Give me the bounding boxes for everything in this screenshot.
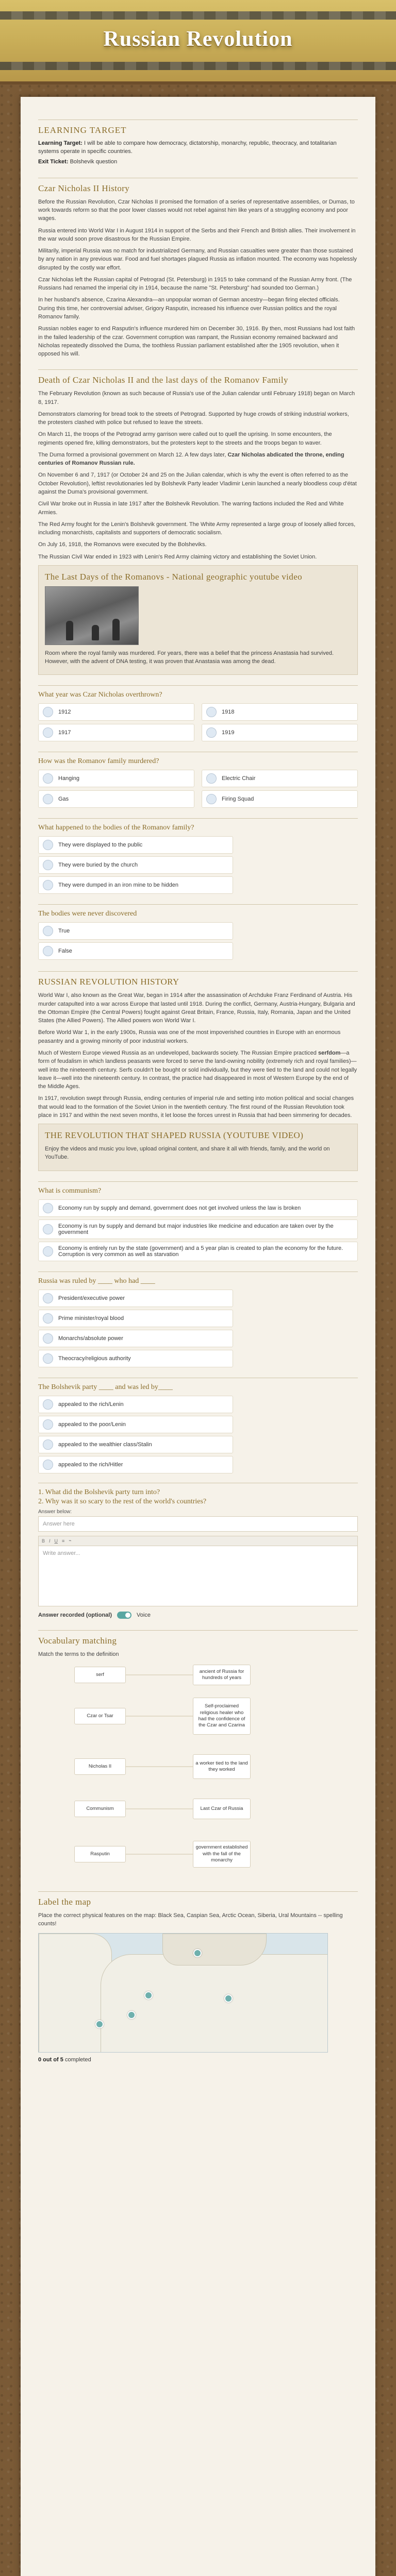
option-label: appealed to the rich/Lenin [58,1401,124,1408]
exit-ticket-text: Bolshevik question [70,158,118,165]
history-heading: Czar Nicholas II History [38,178,358,194]
recorder-label: Answer recorded (optional) [38,1612,112,1618]
question-communism-options [38,1199,358,1261]
death-paragraph: The Russian Civil War ended in 1923 with Lenin's Red Army claiming victory and establishing the Soviet Union. [38,553,317,560]
radio-button[interactable] [43,707,53,717]
voice-label: Voice [137,1612,151,1618]
answer-option[interactable] [38,1290,233,1307]
question-ruled-title: Russia was ruled by ____ who had ____ [38,1272,358,1285]
option-label: True [58,928,70,935]
answer-option[interactable] [38,1219,358,1239]
radio-button[interactable] [206,727,217,738]
radio-button[interactable] [43,1333,53,1344]
banner-stripe-top [0,11,396,20]
radio-button[interactable] [43,1246,53,1257]
radio-button[interactable] [43,1439,53,1450]
exit-ticket-label: Exit Ticket: [38,158,69,165]
vocab-definition-card[interactable]: ancient of Russia for hundreds of years [193,1665,251,1685]
death-paragraph: The Red Army fought for the Lenin's Bolshevik government. The White Army represented a large group of loosely allied forces, including monarchists, capitalists and supporters of democratic socialism. [38,521,356,536]
radio-button[interactable] [43,1419,53,1430]
death-paragraph: On July 16, 1918, the Romanovs were executed by the Bolsheviks. [38,541,207,548]
answer-option[interactable] [38,856,233,874]
radio-button[interactable] [43,1293,53,1303]
vocab-definition-card[interactable]: government established with the fall of the monarchy [193,1841,251,1868]
option-label: Economy is entirely run by the state (government) and a 5 year plan is created to plan the economy for the future. Corruption is very common as well as starvation [58,1245,343,1258]
radio-button[interactable] [43,1399,53,1410]
video-heading-revolution[interactable]: THE REVOLUTION THAT SHAPED RUSSIA (YOUTUBE VIDEO) [45,1130,304,1141]
emphasis-text: serfdom [318,1049,341,1056]
radio-button[interactable] [43,727,53,738]
answer-option[interactable] [38,1436,233,1453]
option-label: appealed to the poor/Lenin [58,1421,126,1428]
map-land [101,1954,328,2053]
answer-option[interactable] [38,790,194,808]
radio-button[interactable] [43,1353,53,1364]
learning-target-label: Learning Target: [38,140,82,146]
page-title: Russian Revolution [103,27,293,51]
radio-button[interactable] [43,926,53,936]
history-paragraph: Czar Nicholas left the Russian capital of Petrograd (St. Petersburg) in 1915 to take command of the Russian Army front. (The Russians had renamed the imperial city in 1914, because the name "St. Petersburg" had sounded too German.) [38,276,352,292]
radio-button[interactable] [43,1313,53,1324]
emphasis-text: Czar Nicholas abdicated the throne, ending centuries of Romanov Russian rule. [38,451,344,467]
vocab-instructions: Match the terms to the definition [38,1651,119,1657]
revolution-paragraph: Before World War 1, in the early 1900s, Russia was one of the most impoverished countries in Europe with an enormous peasantry and a growing minority of poor industrial workers. [38,1029,341,1044]
long-answer-input[interactable]: Write answer... [38,1546,358,1606]
question-bolshevik-options [38,1396,358,1473]
option-label: Electric Chair [222,775,256,782]
option-label: 1917 [58,730,71,736]
history-paragraph: Russia entered into World War I in August 1914 in support of the Serbs and their French and British allies. Their involvement in the war would soon prove disastrous for the Russian Empire. [38,227,356,242]
radio-button[interactable] [43,840,53,850]
death-paragraph: On November 6 and 7, 1917 (or October 24 and 25 on the Julian calendar, which is why the event is often referred to as the October Revolution), leftist revolutionaries led by Bolshevik Party leader Vladimir Lenin launched a nearly bloodless coup d'état against the Duma's provisional government. [38,472,357,495]
history-paragraph: In her husband's absence, Czarina Alexandra—an unpopular woman of German ancestry—began firing elected officials. During this time, her controversial adviser, Grigory Rasputin, increased his influence over Russian politics and the royal Romanov family. [38,297,340,320]
video-block-revolution [38,1124,358,1171]
option-label: 1912 [58,709,71,716]
question-year-title: What year was Czar Nicholas overthrown? [38,685,358,699]
revolution-paragraph: World War I, also known as the Great War, began in 1914 after the assassination of Archduke Franz Ferdinand of Austria. His murder catapulted into a war across Europe that lasted until 1918. During the conflict, Germany, Austria-Hungary, Bulgaria and the Ottoman Empire (the Central Powers) fought against Great Britain, France, Russia, Italy, Romania, Japan and the United States (the Allied Powers). The Allied powers won World War I. [38,992,355,1024]
vocab-definition-card[interactable]: Last Czar of Russia [193,1799,251,1819]
map-score-suffix: completed [64,2057,91,2063]
video-caption: Enjoy the videos and music you love, upload original content, and share it all with friends, family, and the world on YouTube. [45,1146,330,1161]
history-paragraph: Militarily, imperial Russia was no match for industrialized Germany, and Russian casualties were greater than those sustained by any nation in any previous war. Food and fuel shortages plagued Russia as inflation mounted. The economy was hopelessly disrupted by the costly war effort. [38,248,357,271]
banner-stripe-bottom [0,62,396,70]
map-land [162,1934,267,1965]
answer-option[interactable] [38,1310,233,1327]
option-label: Prime minister/royal blood [58,1315,124,1321]
death-paragraph: The Duma formed a provisional government on March 12. A few days later, Czar Nicholas abdicated the throne, ending centuries of Romanov Russian rule. [38,451,344,467]
radio-button[interactable] [43,1203,53,1213]
death-paragraph: The February Revolution (known as such because of Russia's use of the Julian calendar until February 1918) began on March 8, 1917. [38,391,355,405]
option-label: appealed to the rich/Hitler [58,1461,123,1468]
answer-option[interactable] [38,1350,233,1367]
revolution-paragraph: Much of Western Europe viewed Russia as an undeveloped, backwards society. The Russian Empire practiced serfdom—a form of feudalism in which landless peasants were forced to serve the land-owning nobility (extremely rich and royal families)—well into the nineteenth century. Serfs couldn't be bought or sold individually, but they were tied to the land and could not legally leave it—well into the nineteenth century. In contrast, the practice had disappeared in most of Western Europe by the end of the Middle Ages. [38,1049,357,1090]
vocab-term-card[interactable]: Czar or Tsar [74,1708,126,1724]
option-label: President/executive power [58,1295,125,1301]
question-bolshevik-title: The Bolshevik party ____ and was led by____ [38,1378,358,1392]
photo-figure [92,625,99,640]
revolution-paragraph: In 1917, revolution swept through Russia, ending centuries of imperial rule and setting into motion political and social changes that would lead to the formation of the Soviet Union in the twentieth century. The first round of the Russian Revolution took place in 1917 and within the next seven months, it let loose the forces unrest in Russia that had been simmering for decades. [38,1095,354,1118]
question-discovered-options [38,922,358,960]
option-label: They were displayed to the public [58,842,143,849]
map-heading: Label the map [38,1891,358,1907]
russia-map [38,1933,328,2053]
question-scary-title: 2. Why was it so scary to the rest of the world's countries? [38,1497,207,1505]
death-paragraph: Civil War broke out in Russia in late 1917 after the Bolshevik Revolution. The warring factions included the Red and White Armies. [38,501,344,516]
learning-target-text: I will be able to compare how democracy, dictatorship, monarchy, republic, theocracy, and totalitarian systems operate in specific countries. [38,140,337,155]
radio-button[interactable] [206,794,217,804]
answer-recorder [38,1612,358,1619]
answer-option[interactable] [38,770,194,787]
learning-target-heading: LEARNING TARGET [38,120,358,135]
vocab-term-card[interactable]: Communism [74,1801,126,1817]
question-communism-title: What is communism? [38,1181,358,1195]
romanov-room-photo [45,586,139,645]
option-label: They were dumped in an iron mine to be hidden [58,882,178,889]
death-paragraph: On March 11, the troops of the Petrograd army garrison were called out to quell the uprising. In some encounters, the regiments opened fire, killing demonstrators, but the protesters kept to the streets and the troops began to waver. [38,431,332,446]
title-banner [0,0,396,84]
answer-option[interactable] [202,770,358,787]
option-label: 1918 [222,709,235,716]
radio-button[interactable] [43,1460,53,1470]
short-answer-input[interactable]: Answer here [38,1516,358,1532]
death-paragraph: Demonstrators clamoring for bread took to the streets of Petrograd. Supported by huge crowds of striking industrial workers, the protesters clashed with police but refused to leave the streets. [38,411,349,426]
option-label: Theocracy/religious authority [58,1355,131,1362]
radio-button[interactable] [43,773,53,784]
voice-toggle[interactable] [117,1612,131,1619]
history-paragraph: Russian nobles eager to end Rasputin's influence murdered him on December 30, 1916. By then, most Russians had lost faith in the failed leadership of the czar. Government corruption was rampant, the Russian economy remained backward and Nicholas repeatedly dissolved the Duma, the toothless Russian parliament established after the 1905 revolution, when it opposed his will. [38,326,355,358]
answer-option[interactable] [38,724,194,741]
question-murder-title: How was the Romanov family murdered? [38,752,358,766]
question-discovered-title: The bodies were never discovered [38,904,358,918]
option-label: appealed to the wealthier class/Stalin [58,1441,152,1448]
worksheet [21,97,375,2576]
question-year-options [38,703,358,741]
question-murder-options [38,770,358,808]
option-label: Gas [58,796,69,803]
vocab-term-card[interactable]: Nicholas II [74,1758,126,1775]
photo-figure [112,619,120,640]
photo-figure [66,621,73,640]
answer-option[interactable] [202,703,358,721]
vocab-heading: Vocabulary matching [38,1630,358,1646]
answer-option[interactable] [38,922,233,940]
video-block-romanovs [38,565,358,675]
list-icon[interactable]: ≡ [62,1538,65,1544]
radio-button[interactable] [43,880,53,890]
answer-option[interactable] [38,1330,233,1347]
learning-target-line [38,140,358,156]
option-label: False [58,948,72,955]
option-label: Hanging [58,775,79,782]
answer-option[interactable] [38,836,233,854]
italic-icon[interactable]: I [49,1538,51,1544]
radio-button[interactable] [206,707,217,717]
option-label: Economy is run by supply and demand but major industries like medicine and education are taken over by the government [58,1223,334,1235]
vocab-term-card[interactable]: Rasputin [74,1846,126,1862]
radio-button[interactable] [206,773,217,784]
map-score-value: 0 out of 5 [38,2057,63,2063]
radio-button[interactable] [43,794,53,804]
vocab-matching-area [38,1664,358,1880]
map-instructions: Place the correct physical features on the map: Black Sea, Caspian Sea, Arctic Ocean, Siberia, Ural Mountains -- spelling counts! [38,1912,343,1927]
radio-button[interactable] [43,860,53,870]
answer-option[interactable] [38,1416,233,1433]
answer-option[interactable] [202,724,358,741]
question-bodies-options [38,836,358,894]
editor-toolbar [38,1536,358,1546]
vocab-term-card[interactable]: serf [74,1667,126,1683]
radio-button[interactable] [43,946,53,956]
revolution-history-heading: RUSSIAN REVOLUTION HISTORY [38,971,358,987]
history-paragraph: Before the Russian Revolution, Czar Nicholas II promised the formation of a series of representative assemblies, or Dumas, to work towards reform so that the poor lower classes would not rebel against him like years of a struggling economy and poor wages. [38,198,355,222]
bold-icon[interactable]: B [42,1538,45,1544]
link-icon[interactable]: ⌁ [69,1538,72,1544]
answer-option[interactable] [38,1199,358,1217]
vocab-definition-card[interactable]: a worker tied to the land they worked [193,1754,251,1779]
death-heading: Death of Czar Nicholas II and the last days of the Romanov Family [38,369,358,385]
video-heading-romanovs[interactable]: The Last Days of the Romanovs - National geographic youtube video [45,571,303,582]
answer-option[interactable] [38,703,194,721]
map-score [38,2057,358,2063]
question-ruled-options [38,1290,358,1367]
option-label: Monarchs/absolute power [58,1335,123,1342]
option-label: Firing Squad [222,796,254,803]
answer-option[interactable] [38,876,233,894]
option-label: They were buried by the church [58,862,138,869]
exit-ticket-line [38,158,358,166]
question-bolshevik-turn-title: 1. What did the Bolshevik party turn into? [38,1483,358,1497]
option-label: Economy run by supply and demand, government does not get involved unless the law is broken [58,1205,301,1211]
answer-label: Answer below: [38,1509,72,1515]
underline-icon[interactable]: U [54,1538,58,1544]
answer-option[interactable] [38,942,233,960]
vocab-definition-card[interactable]: Self-proclaimed religious healer who had the confidence of the Czar and Czarina [193,1698,251,1735]
photo-caption: Room where the royal family was murdered. For years, there was a belief that the princess Anastasia had survived. However, with the advent of DNA testing, it was proven that Anastasia was among the dead. [45,650,334,665]
radio-button[interactable] [43,1224,53,1234]
question-bodies-title: What happened to the bodies of the Romanov family? [38,818,358,832]
answer-option[interactable] [202,790,358,808]
answer-option[interactable] [38,1242,358,1261]
answer-option[interactable] [38,1456,233,1473]
option-label: 1919 [222,730,235,736]
answer-option[interactable] [38,1396,233,1413]
